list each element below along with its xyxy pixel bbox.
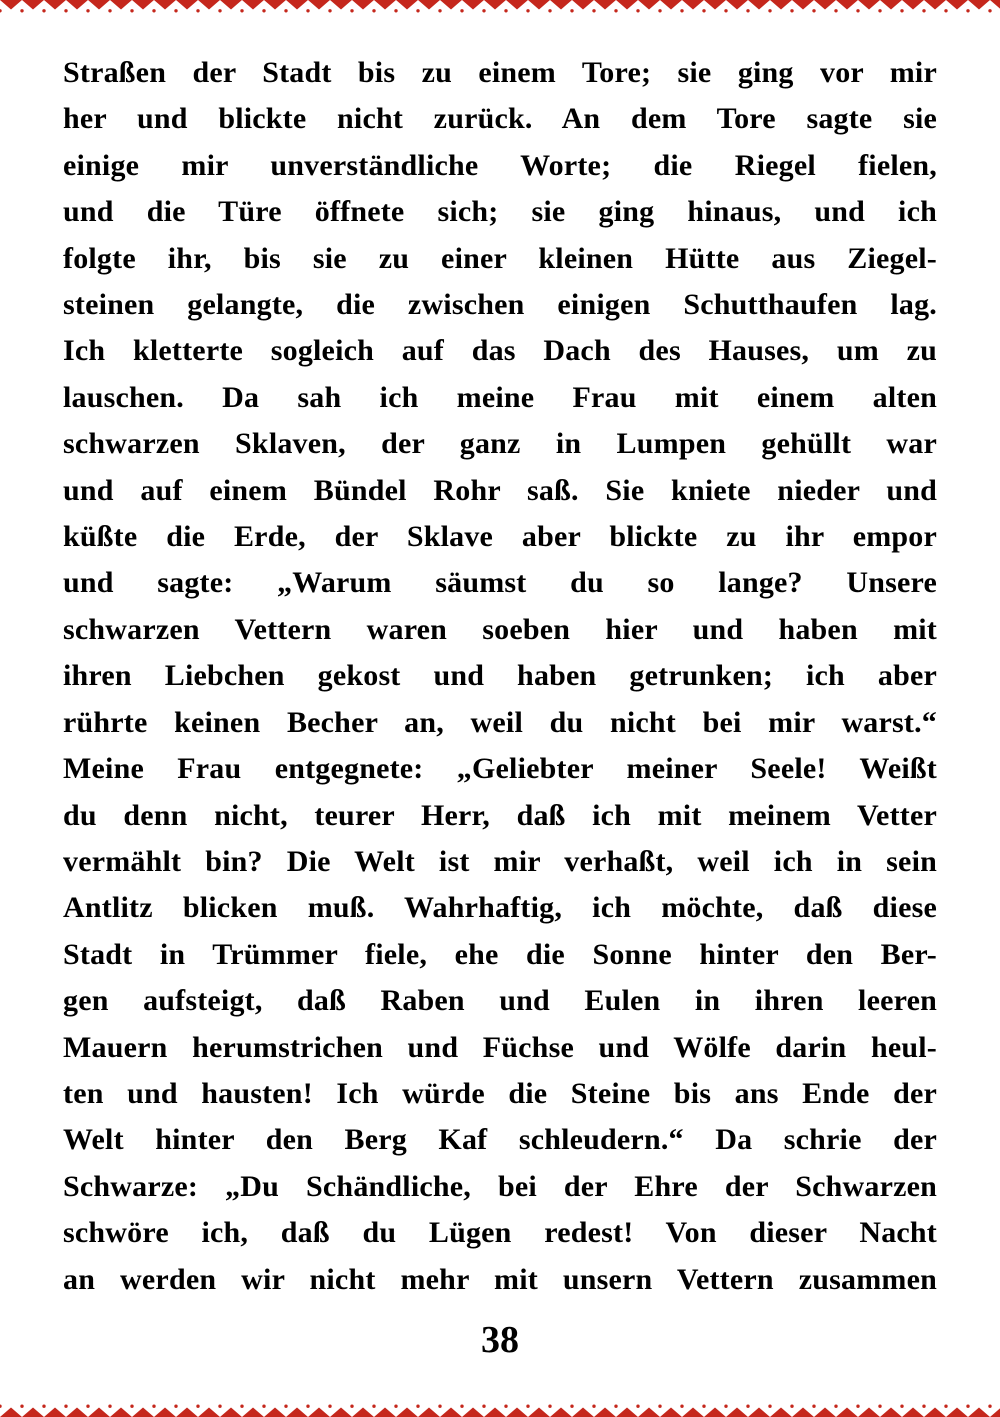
page-text-block: [63, 50, 937, 1303]
text-line: schwarzen Vettern waren soeben hier und haben mit: [63, 612, 937, 646]
text-line: an werden wir nicht mehr mit unsern Vettern zusammen: [63, 1262, 937, 1296]
text-line: und sagte: „Warum säumst du so lange? Unsere: [63, 566, 937, 600]
text-line: rührte keinen Becher an, weil du nicht bei mir warst.“: [63, 705, 937, 739]
text-line: Stadt in Trümmer fiele, ehe die Sonne hinter den Ber-: [63, 937, 937, 971]
text-line: Antlitz blicken muß. Wahrhaftig, ich möchte, daß diese: [63, 891, 937, 925]
text-line: Welt hinter den Berg Kaf schleudern.“ Da schrie der: [63, 1123, 937, 1157]
text-line: folgte ihr, bis sie zu einer kleinen Hütte aus Ziegel-: [63, 241, 937, 275]
text-line: vermählt bin? Die Welt ist mir verhaßt, weil ich in sein: [63, 844, 937, 878]
text-line: Meine Frau entgegnete: „Geliebter meiner Seele! Weißt: [63, 752, 937, 786]
text-line: her und blickte nicht zurück. An dem Tore sagte sie: [63, 102, 937, 136]
text-line: ihren Liebchen gekost und haben getrunken; ich aber: [63, 659, 937, 693]
text-line: Schwarze: „Du Schändliche, bei der Ehre der Schwarzen: [63, 1169, 937, 1203]
text-line: schwöre ich, daß du Lügen redest! Von dieser Nacht: [63, 1216, 937, 1250]
top-ornament-border: [0, 0, 1000, 13]
text-line: und auf einem Bündel Rohr saß. Sie kniete nieder und: [63, 473, 937, 507]
text-line: du denn nicht, teurer Herr, daß ich mit meinem Vetter: [63, 798, 937, 832]
text-line: lauschen. Da sah ich meine Frau mit einem alten: [63, 380, 937, 414]
text-line: Mauern herumstrichen und Füchse und Wölfe darin heul-: [63, 1030, 937, 1064]
page-number: 38: [481, 1319, 519, 1361]
text-line: ten und hausten! Ich würde die Steine bis ans Ende der: [63, 1076, 937, 1110]
text-line: schwarzen Sklaven, der ganz in Lumpen gehüllt war: [63, 427, 937, 461]
text-line: küßte die Erde, der Sklave aber blickte zu ihr empor: [63, 520, 937, 554]
bottom-ornament-border: [0, 1404, 1000, 1417]
text-line: Straßen der Stadt bis zu einem Tore; sie ging vor mir: [63, 56, 937, 89]
text-line: und die Türe öffnete sich; sie ging hinaus, und ich: [63, 195, 937, 229]
text-line: steinen gelangte, die zwischen einigen Schutthaufen lag.: [63, 288, 937, 322]
text-line: Ich kletterte sogleich auf das Dach des Hauses, um zu: [63, 334, 937, 368]
text-line: einige mir unverständliche Worte; die Riegel fielen,: [63, 148, 937, 182]
text-line: gen aufsteigt, daß Raben und Eulen in ihren leeren: [63, 984, 937, 1018]
